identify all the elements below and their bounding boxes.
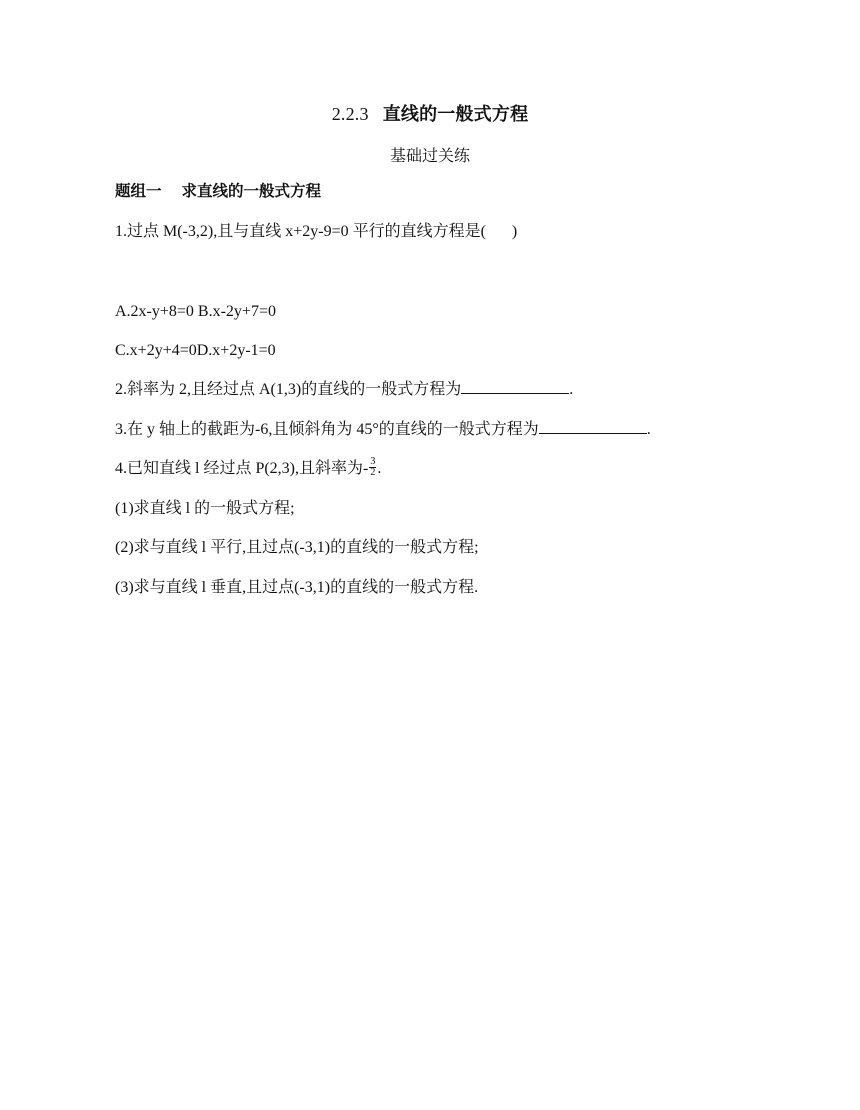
question-2-text: 2.斜率为 2,且经过点 A(1,3)的直线的一般式方程为	[115, 381, 462, 398]
question-4-part-3: (3)求与直线 l 垂直,且过点(-3,1)的直线的一般式方程.	[115, 579, 479, 596]
question-1-options-row-2: C.x+2y+4=0D.x+2y-1=0	[115, 342, 276, 359]
question-4	[115, 455, 382, 480]
answer-blank	[539, 419, 647, 434]
question-3-text: 3.在 y 轴上的截距为-6,且倾斜角为 45°的直线的一般式方程为	[115, 421, 539, 438]
question-4-part-2: (2)求与直线 l 平行,且过点(-3,1)的直线的一般式方程;	[115, 539, 479, 556]
section-title	[0, 100, 860, 126]
question-1-text: 1.过点 M(-3,2),且与直线 x+2y-9=0 平行的直线方程是(	[115, 223, 486, 240]
question-2-end: .	[569, 381, 574, 398]
question-group-heading	[115, 180, 321, 202]
question-1-paren-close: )	[511, 223, 518, 240]
section-title-text: 直线的一般式方程	[382, 104, 529, 124]
question-4-text: 4.已知直线 l 经过点 P(2,3),且斜率为-	[115, 460, 369, 477]
group-topic: 求直线的一般式方程	[181, 182, 322, 200]
answer-blank	[461, 379, 569, 394]
section-subtitle: 基础过关练	[389, 148, 470, 165]
fraction-numerator: 3	[370, 455, 376, 467]
question-2	[115, 379, 573, 401]
question-3-end: .	[646, 421, 651, 438]
question-4-part-1: (1)求直线 l 的一般式方程;	[115, 500, 295, 517]
slope-fraction	[369, 457, 376, 478]
question-1-options-row-1: A.2x-y+8=0 B.x-2y+7=0	[115, 303, 276, 320]
group-label: 题组一	[115, 182, 162, 200]
fraction-denominator: 2	[370, 466, 376, 478]
question-3	[115, 419, 651, 441]
question-1-stem	[115, 221, 517, 243]
question-4-end: .	[377, 460, 382, 477]
section-number: 2.2.3	[331, 104, 369, 124]
